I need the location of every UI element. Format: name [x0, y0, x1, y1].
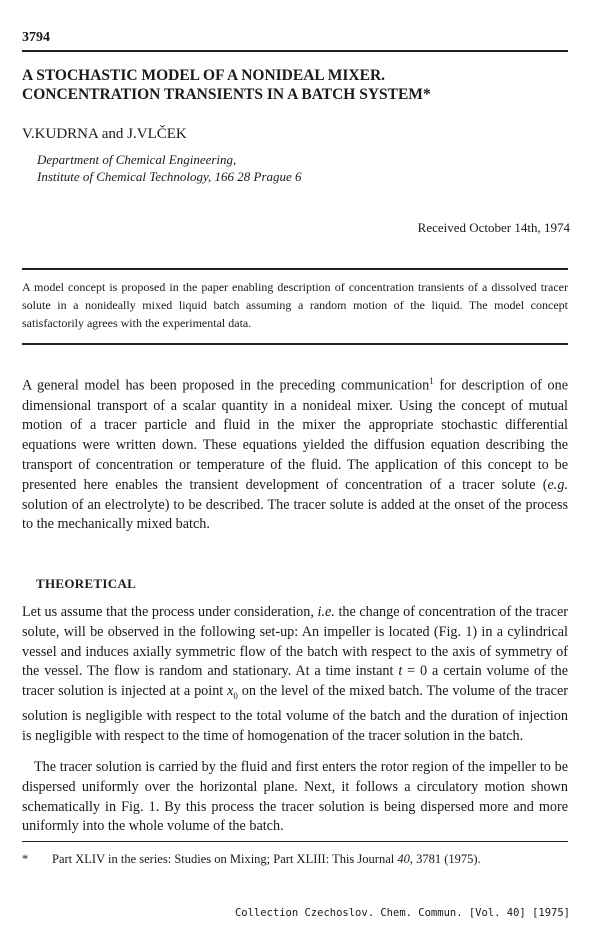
footnote-volume: 40	[397, 852, 410, 866]
time-symbol: t	[398, 663, 403, 680]
page-number: 3794	[22, 30, 50, 45]
intro-paragraph	[22, 372, 568, 535]
theory1-text-a: Let us assume that the process under consideration,	[22, 604, 318, 620]
theory-paragraph-2: The tracer solution is carried by the fluid and first enters the rotor region of the impeller to be dispersed uniformly over the horizontal plane. Next, it follows a circulatory motion shown schematically in Fig. 1. By this process the tracer solution is being dispersed more and more uniformly into the whole volume of the batch.	[22, 759, 568, 835]
footnote-text-b: , 3781 (1975).	[409, 852, 481, 866]
theory1-text-b: the change of concentration of the tracer solute, will be observed in the following set-up: An impeller is located (Fig. 1) in a cylindrical vessel and induces axially symmetric flow of the batch with respect to the axis of symmetry of the vessel. The flow is random and stationary. At a time instant	[22, 604, 568, 680]
intro-text-b: for description of one dimensional transport of a scalar quantity in a nonideal mixer. Using the concept of mutual motion of a tracer particle and fluid in the mixer the appropriate stochastic differential equations were written down. These equations yielded the diffusion equation describing the transport of concentration or temperature of the fluid. The application of this concept to be presented here enables the transient development of concentration of a tracer solute (	[22, 377, 568, 493]
section-heading-theoretical: THEORETICAL	[36, 576, 137, 591]
intro-text-c: solution of an electrolyte) to be described. The tracer solute is added at the onset of the process to the mechanically mixed batch.	[22, 496, 568, 533]
theory1-ie: i.e.	[317, 604, 335, 620]
journal-footer: Collection Czechoslov. Chem. Commun. [Vol. 40] [1975]	[234, 907, 570, 919]
affiliation	[37, 151, 302, 185]
footnote-rule	[22, 841, 568, 842]
affiliation-line-2: Institute of Chemical Technology, 166 28 Prague 6	[37, 169, 302, 184]
point-subscript: 0	[233, 691, 238, 702]
title-line-2: CONCENTRATION TRANSIENTS IN A BATCH SYSTEM*	[22, 86, 431, 103]
intro-text-a: A general model has been proposed in the preceding communication	[22, 377, 430, 394]
article-title	[22, 66, 582, 104]
received-date: Received October 14th, 1974	[417, 220, 570, 235]
footnote	[22, 852, 568, 867]
intro-eg: e.g.	[547, 476, 568, 493]
point-symbol: x	[227, 683, 234, 700]
affiliation-line-1: Department of Chemical Engineering,	[37, 152, 237, 167]
theory-paragraph-1	[22, 603, 568, 746]
header-rule	[22, 50, 568, 52]
title-line-1: A STOCHASTIC MODEL OF A NONIDEAL MIXER.	[22, 67, 386, 84]
abstract-bottom-rule	[22, 343, 568, 345]
reference-superscript: 1	[429, 376, 434, 386]
authors: V.KUDRNA and J.VLČEK	[22, 126, 187, 142]
abstract-top-rule	[22, 268, 568, 270]
footnote-marker: *	[22, 852, 29, 866]
theory1-text-c: = 0 a certain volume of the tracer solution is injected at a point	[22, 663, 568, 700]
abstract: A model concept is proposed in the paper enabling description of concentration transients of a dissolved tracer solute in a nonideally mixed liquid batch assuming a random motion of the liquid. The model concept satisfactorily agrees with the experimental data.	[22, 280, 568, 330]
footnote-text-a: Part XLIV in the series: Studies on Mixing; Part XLIII: This Journal	[52, 852, 398, 866]
theory1-text-d: on the level of the mixed batch. The volume of the tracer solution is negligible with respect to the total volume of the batch and the duration of injection is negligible with respect to the time of homogenation of the tracer solution in the batch.	[22, 683, 568, 744]
